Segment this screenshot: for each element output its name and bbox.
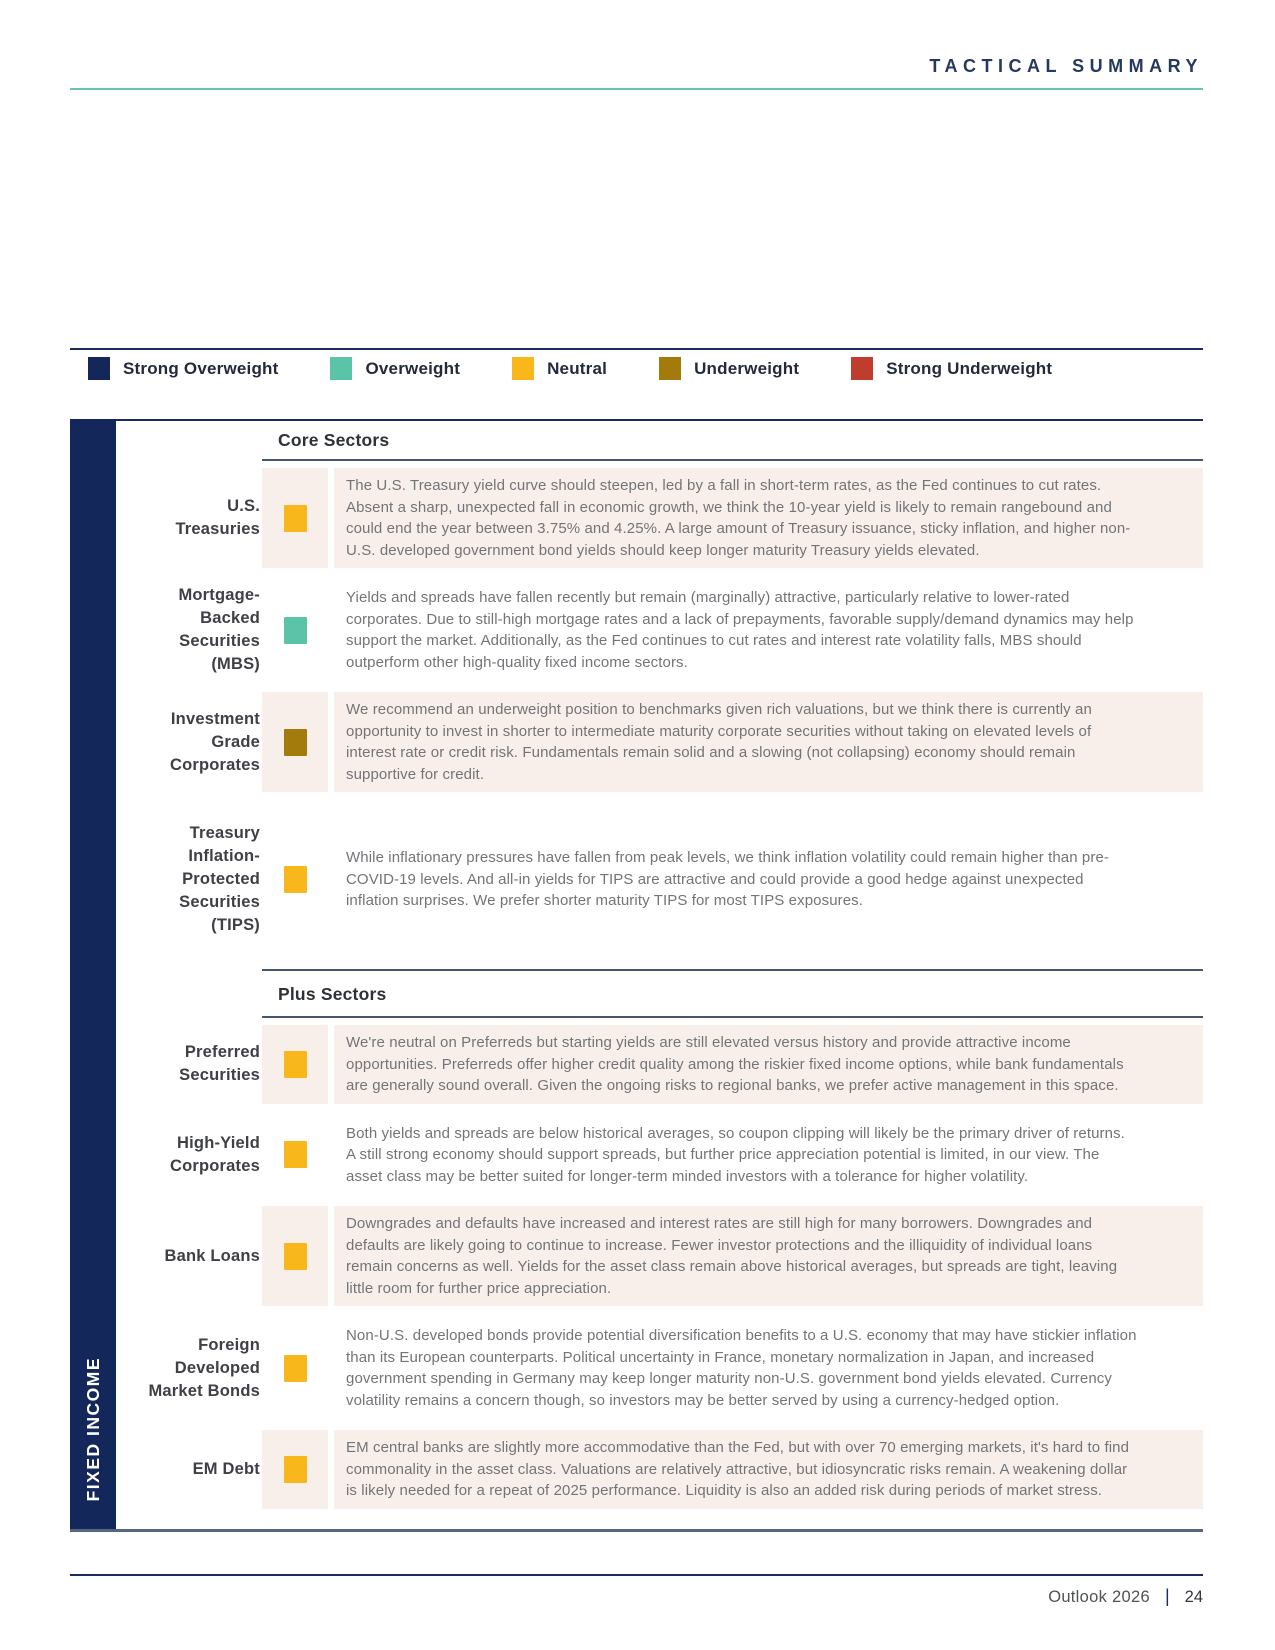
neutral-swatch: [512, 357, 534, 380]
rating-cell: [262, 468, 328, 568]
rating-swatch-neutral: [284, 1051, 307, 1078]
rating-swatch-neutral: [284, 1355, 307, 1382]
sector-commentary: We're neutral on Preferreds but starting yields are still elevated versus history and provide attractive income opportunities. Preferreds offer higher credit quality among the riskier fixed income options, while bank fundamentals are generally sound overall. Given the ongoing risks to regional banks, we prefer active management in this space.: [334, 1025, 1203, 1104]
sector-label: Treasury Inflation-Protected Securities (TIPS): [179, 824, 260, 934]
table-bottom-rule: [70, 1529, 1203, 1532]
page-title: TACTICAL SUMMARY: [929, 56, 1203, 76]
legend-item-neutral: [512, 357, 607, 380]
sector-commentary: Both yields and spreads are below historical averages, so coupon clipping will likely be the primary driver of returns. A still strong economy should support spreads, but further price appreciation potential is limited, in our view. The asset class may be better suited for longer-term minded investors with a tolerance for higher volatility.: [346, 1124, 1125, 1185]
sector-label: Bank Loans: [164, 1246, 260, 1265]
rating-swatch-underweight: [284, 729, 307, 756]
rating-cell: [262, 1206, 328, 1306]
sector-label: Preferred Securities: [179, 1043, 260, 1085]
rating-swatch-neutral: [284, 1141, 307, 1168]
header-rule: [70, 88, 1203, 90]
rating-legend: [88, 357, 1052, 380]
rating-cell: [262, 1318, 328, 1418]
sector-commentary: The U.S. Treasury yield curve should steepen, led by a fall in short-term rates, as the Fed continues to cut rates. Absent a sharp, unexpected fall in economic growth, we think the 10-year yield is likely to remain rangebound and could end the year between 3.75% and 4.25%. A large amount of Treasury issuance, sticky inflation, and higher non-U.S. developed government bond yields should keep longer maturity Treasury yields elevated.: [334, 468, 1203, 568]
sector-commentary: Yields and spreads have fallen recently but remain (marginally) attractive, particularly relative to lower-rated corporates. Due to still-high mortgage rates and a lack of prepayments, favorable supply/demand dynamics may help support the market. Additionally, as the Fed continues to cut rates and interest rate volatility falls, MBS should outperform other high-quality fixed income sectors.: [346, 589, 1134, 671]
rating-swatch-neutral: [284, 1243, 307, 1270]
rating-cell: [262, 822, 328, 937]
sector-label: Foreign Developed Market Bonds: [148, 1335, 260, 1400]
sector-row-tips: [116, 822, 1203, 937]
sector-row-preferred-securities: [116, 1025, 1203, 1104]
rating-cell: [262, 1116, 328, 1195]
sector-label: U.S. Treasuries: [175, 497, 260, 538]
fixed-income-sidebar: [70, 419, 116, 1529]
sector-label: EM Debt: [192, 1459, 260, 1478]
legend-label: Underweight: [694, 358, 800, 378]
legend-label: Overweight: [365, 358, 461, 378]
sector-commentary: Non-U.S. developed bonds provide potential diversification benefits to a U.S. economy that may have stickier inflation than its European counterparts. Political uncertainty in France, monetary normalization in Japan, and increased government spending in Germany may keep longer maturity non-U.S. government bond yields elevated. Currency volatility remains a concern though, so investors may be better served by using a currency-hedged option.: [346, 1327, 1137, 1409]
legend-item-overweight: [330, 357, 460, 380]
publication-name: Outlook 2026: [1048, 1588, 1150, 1606]
rating-cell: [262, 580, 328, 680]
overweight-swatch: [330, 357, 352, 380]
underweight-swatch: [659, 357, 681, 380]
page-header: [70, 56, 1203, 90]
sector-label-cell: [116, 584, 262, 676]
sector-label-cell: [116, 1041, 262, 1087]
strong-overweight-swatch: [88, 357, 110, 380]
sector-commentary: We recommend an underweight position to benchmarks given rich valuations, but we think there is currently an opportunity to invest in shorter to intermediate maturity corporate securities without taking on elevated levels of interest rate or credit risk. Fundamentals remain solid and a slowing (not collapsing) economy should remain supportive for credit.: [334, 692, 1203, 792]
rating-swatch-neutral: [284, 505, 307, 532]
rating-swatch-overweight: [284, 617, 307, 644]
sector-row-em-debt: [116, 1430, 1203, 1509]
sector-label-cell: [116, 1334, 262, 1403]
sector-label-cell: [116, 1132, 262, 1178]
legend-label: Strong Overweight: [123, 358, 279, 378]
sector-row-mbs: [116, 580, 1203, 680]
legend-item-strong-overweight: [88, 357, 278, 380]
page-footer: [1048, 1586, 1203, 1607]
sector-row-investment-grade-corporates: [116, 692, 1203, 792]
footer-rule: [70, 1574, 1203, 1576]
section-heading-plus-sectors: Plus Sectors: [262, 969, 1203, 1018]
sector-commentary: EM central banks are slightly more accommodative than the Fed, but with over 70 emerging markets, it's hard to find commonality in the asset class. Valuations are relatively attractive, but idiosyncratic risks remain. A weakening dollar is likely needed for a repeat of 2025 performance. Liquidity is also an added risk during periods of market stress.: [334, 1430, 1203, 1509]
page-number: 24: [1184, 1588, 1203, 1606]
sector-label: Investment Grade Corporates: [169, 709, 260, 774]
legend-item-strong-underweight: [851, 357, 1052, 380]
sector-commentary: Downgrades and defaults have increased and interest rates are still high for many borrowers. Downgrades and defaults are likely going to continue to increase. Fewer investor protections and the illiquidity of individual loans remain concerns as well. Yields for the asset class remain above historical averages, but spreads are tight, leaving little room for further price appreciation.: [334, 1206, 1203, 1306]
sector-commentary: While inflationary pressures have fallen from peak levels, we think inflation volatility could remain higher than pre-COVID-19 levels. And all-in yields for TIPS are attractive and could provide a good hedge against unexpected inflation surprises. We prefer shorter maturity TIPS for most TIPS exposures.: [346, 849, 1110, 910]
sector-row-bank-loans: [116, 1206, 1203, 1306]
strong-underweight-swatch: [851, 357, 873, 380]
rating-swatch-neutral: [284, 1456, 307, 1483]
tactical-summary-table: [70, 419, 1203, 1529]
legend-top-rule: [70, 348, 1203, 350]
legend-label: Strong Underweight: [886, 358, 1053, 378]
legend-label: Neutral: [547, 358, 608, 378]
sector-label-cell: [116, 1245, 262, 1268]
section-heading-core-sectors: Core Sectors: [262, 421, 1203, 461]
sector-label-cell: [116, 1458, 262, 1481]
sector-label-cell: [116, 708, 262, 777]
footer-separator: |: [1164, 1586, 1170, 1606]
table-body: [116, 419, 1203, 1529]
rating-cell: [262, 1430, 328, 1509]
rating-cell: [262, 1025, 328, 1104]
sector-label-cell: [116, 822, 262, 937]
rating-cell: [262, 692, 328, 792]
rating-swatch-neutral: [284, 866, 307, 893]
sector-label-cell: [116, 495, 262, 541]
sector-row-us-treasuries: [116, 468, 1203, 568]
asset-class-label: FIXED INCOME: [82, 1356, 103, 1501]
sector-row-foreign-developed-market-bonds: [116, 1318, 1203, 1418]
sector-label: High-Yield Corporates: [169, 1133, 260, 1175]
sector-row-high-yield-corporates: [116, 1116, 1203, 1195]
sector-label: Mortgage-Backed Securities (MBS): [178, 586, 260, 673]
legend-item-underweight: [659, 357, 799, 380]
